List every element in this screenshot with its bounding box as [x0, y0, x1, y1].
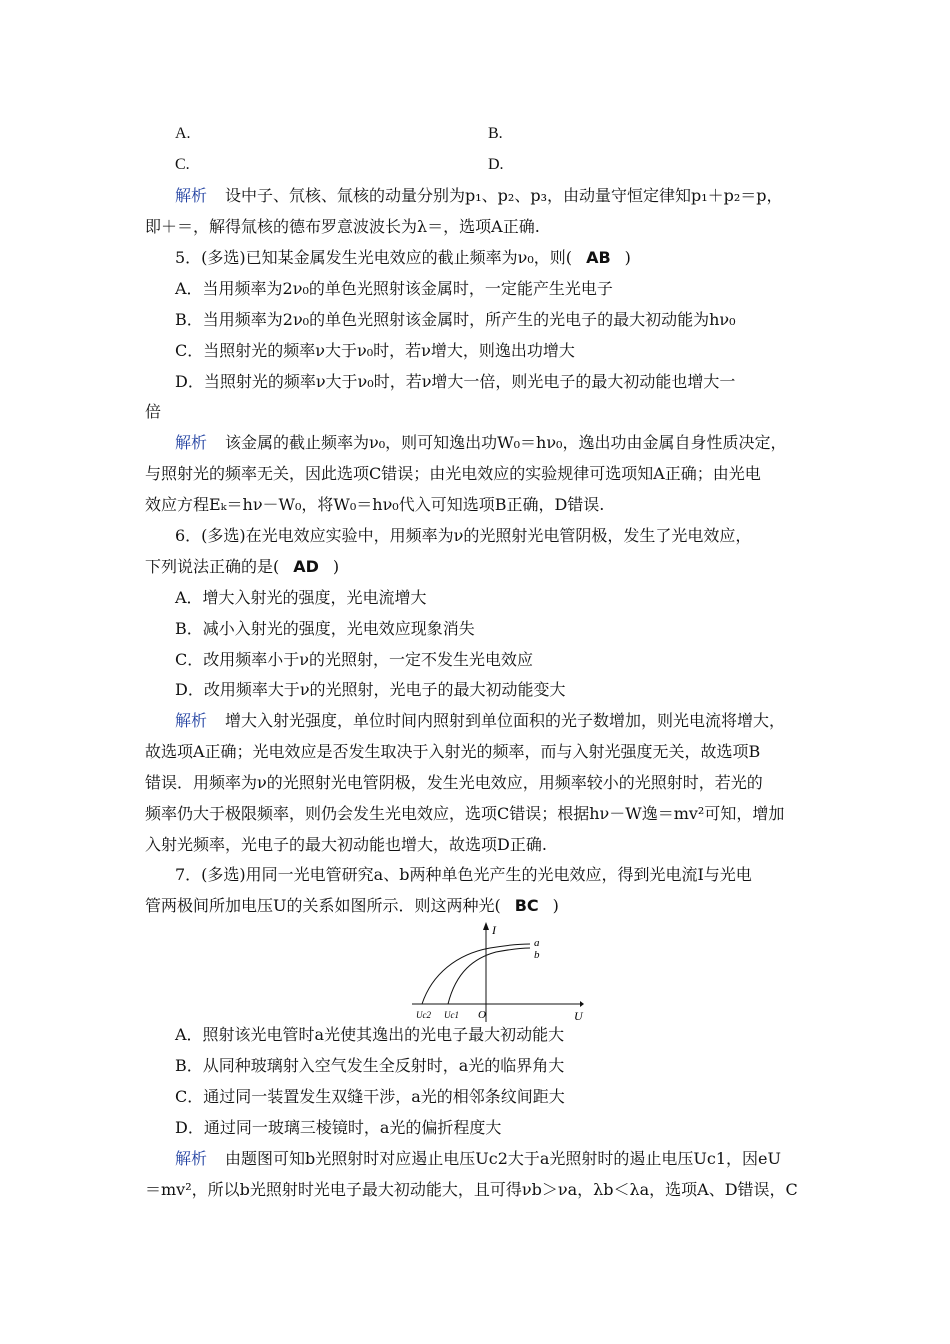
q5-analysis-line3: 效应方程Eₖ＝hν－W₀，将W₀＝hν₀代入可知选项B正确，D错误. [145, 495, 605, 514]
option-b-top: B. [488, 125, 503, 142]
analysis-tag: 解析 [175, 186, 208, 205]
q7-analysis-line2: ＝mv²，所以b光照射时光电子最大初动能大，且可得νb＞νa，λb＜λa，选项A、D错误，C [145, 1180, 798, 1199]
analysis-tag: 解析 [175, 1149, 208, 1168]
q6-stem-line1: 6．(多选)在光电效应实验中，用频率为ν的光照射光电管阴极，发生了光电效应， [175, 526, 752, 545]
iv-curve-figure [412, 922, 584, 1022]
curve-b-label: b [534, 949, 540, 961]
q7-answer: BC [514, 896, 539, 915]
x-axis-arrow-icon [580, 1001, 584, 1007]
q6-analysis-line4: 频率仍大于极限频率，则仍会发生光电效应，选项C错误；根据hν－W逸＝mv²可知，增加 [145, 804, 785, 823]
q6-answer: AD [293, 557, 319, 576]
option-a-top: A. [175, 125, 191, 142]
q6-analysis-line2: 故选项A正确；光电效应是否发生取决于入射光的频率，而与入射光强度无关，故选项B [145, 742, 761, 761]
q5-option-d-line2: 倍 [145, 402, 162, 421]
y-axis-label: I [492, 923, 496, 937]
q6-option-d: D．改用频率大于ν的光照射，光电子的最大初动能变大 [175, 680, 566, 699]
q7-stem-line2: 管两极间所加电压U的关系如图所示．则这两种光( BC ) [145, 896, 559, 915]
q7-option-d: D．通过同一玻璃三棱镜时，a光的偏折程度大 [175, 1118, 502, 1137]
q7-option-b: B．从同种玻璃射入空气发生全反射时，a光的临界角大 [175, 1056, 565, 1075]
analysis-tag: 解析 [175, 433, 208, 452]
q5-stem: 5．(多选)已知某金属发生光电效应的截止频率为ν₀，则( AB ) [175, 248, 631, 267]
q6-analysis-line1: 解析 增大入射光强度，单位时间内照射到单位面积的光子数增加，则光电流将增大， [175, 711, 786, 730]
q5-analysis-line1: 解析 该金属的截止频率为ν₀，则可知逸出功W₀＝hν₀，逸出功由金属自身性质决定， [175, 433, 787, 452]
uc1-label: Uc1 [444, 1010, 459, 1020]
x-axis-label: U [574, 1009, 583, 1022]
q5-answer: AB [586, 248, 611, 267]
uc2-label: Uc2 [416, 1010, 431, 1020]
q5-option-a: A．当用频率为2ν₀的单色光照射该金属时，一定能产生光电子 [175, 279, 613, 298]
y-axis-arrow-icon [483, 922, 489, 930]
q4-analysis-line1: 解析 设中子、氘核、氚核的动量分别为p₁、p₂、p₃，由动量守恒定律知p₁＋p₂＝p， [175, 186, 783, 205]
q5-option-b: B．当用频率为2ν₀的单色光照射该金属时，所产生的光电子的最大初动能为hν₀ [175, 310, 736, 329]
origin-label: O [478, 1009, 486, 1021]
q7-analysis-line1: 解析 由题图可知b光照射时对应遏止电压Uc2大于a光照射时的遏止电压Uc1，因eU [175, 1149, 782, 1168]
q5-analysis-line2: 与照射光的频率无关，因此选项C错误；由光电效应的实验规律可选项知A正确；由光电 [145, 464, 761, 483]
q6-stem-line2: 下列说法正确的是( AD ) [145, 557, 340, 576]
analysis-tag: 解析 [175, 711, 208, 730]
q6-option-c: C．改用频率小于ν的光照射，一定不发生光电效应 [175, 650, 533, 669]
curve-a-label: a [534, 937, 540, 949]
q6-option-b: B．减小入射光的强度，光电效应现象消失 [175, 619, 475, 638]
option-c-top: C. [175, 156, 190, 173]
q7-stem-line1: 7．(多选)用同一光电管研究a、b两种单色光产生的光电效应，得到光电流I与光电 [175, 865, 752, 884]
curve-b [422, 944, 530, 1004]
q4-analysis-line2: 即＋＝，解得氚核的德布罗意波波长为λ＝，选项A正确. [145, 217, 540, 236]
curve-a [448, 948, 530, 1004]
q5-option-d-line1: D．当照射光的频率ν大于ν₀时，若ν增大一倍，则光电子的最大初动能也增大一 [175, 372, 736, 391]
q7-option-a: A．照射该光电管时a光使其逸出的光电子最大初动能大 [175, 1025, 565, 1044]
q6-analysis-line3: 错误．用频率为ν的光照射光电管阴极，发生光电效应，用频率较小的光照射时，若光的 [145, 773, 763, 792]
q6-option-a: A．增大入射光的强度，光电流增大 [175, 588, 427, 607]
option-d-top: D. [488, 156, 504, 173]
q7-option-c: C．通过同一装置发生双缝干涉，a光的相邻条纹间距大 [175, 1087, 565, 1106]
q5-option-c: C．当照射光的频率ν大于ν₀时，若ν增大，则逸出功增大 [175, 341, 575, 360]
q6-analysis-line5: 入射光频率，光电子的最大初动能也增大，故选项D正确. [145, 835, 547, 854]
